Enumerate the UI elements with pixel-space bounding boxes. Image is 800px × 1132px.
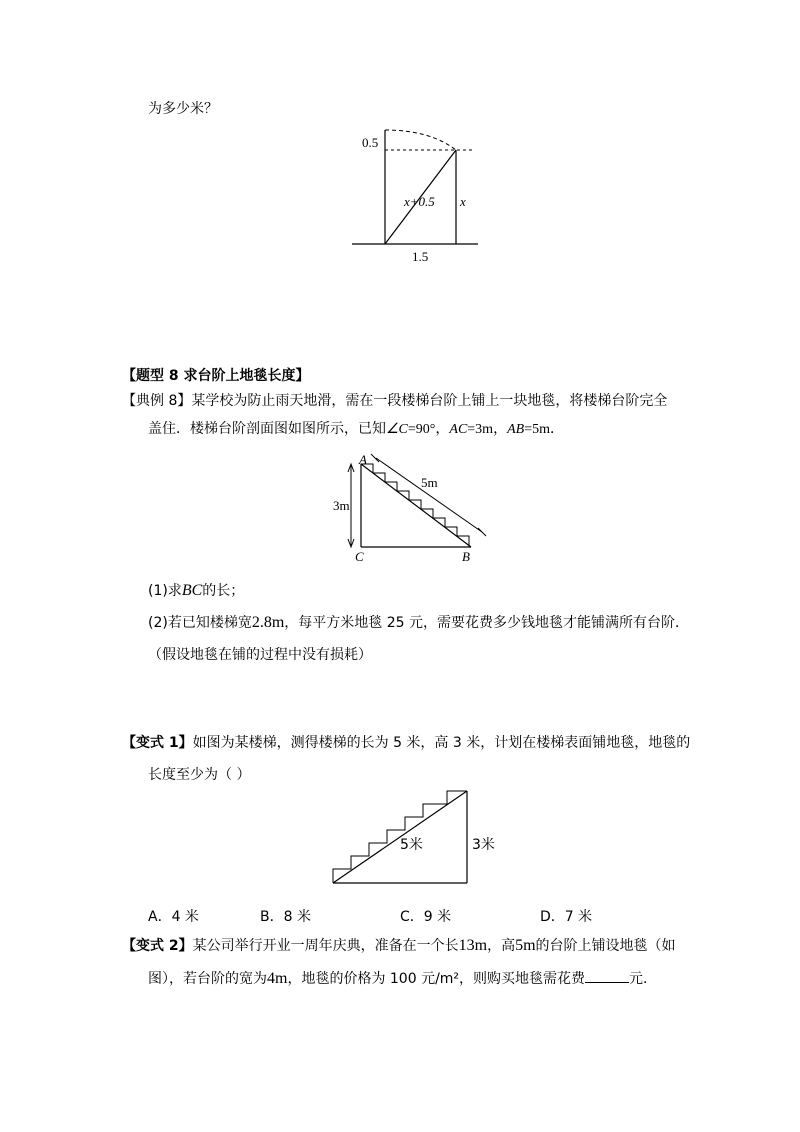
label-5mi: 5米	[400, 837, 423, 853]
option-a[interactable]: A．4 米	[148, 909, 199, 925]
variant2-tag: 【变式 2】	[122, 938, 193, 954]
variant2-text-1c: 的台阶上铺设地毯（如	[535, 938, 676, 954]
example-line-1	[122, 391, 667, 411]
variant2-text-1a: 某公司举行开业一周年庆典，准备在一个长	[192, 938, 459, 954]
label-hyp: x+0.5	[404, 194, 435, 209]
label-3m: 3m	[333, 498, 350, 513]
figure-ladder-wall	[350, 120, 490, 265]
dashed-arc	[385, 130, 456, 150]
ab-value: =5m．	[524, 422, 564, 437]
dim-line-5m	[376, 458, 482, 532]
angle-value: =90°，	[407, 422, 450, 437]
variant2-text-2a: 图），若台阶的宽为	[148, 971, 267, 987]
angle-c: ∠C	[386, 422, 408, 437]
q1-suffix: 的长；	[202, 583, 245, 599]
label-5m: 5m	[421, 475, 438, 490]
example-line-2	[148, 419, 564, 440]
side-ab	[361, 464, 471, 547]
variant1-line-2: 长度至少为（ ）	[148, 767, 251, 783]
variant2-text-2b: ，地毯的价格为 100 元/m²，则购买地毯需花费	[287, 971, 586, 987]
variant2-line-1	[122, 936, 676, 956]
example-tag: 【典例 8】	[122, 393, 192, 409]
label-c: C	[355, 549, 364, 564]
q2-suffix: ，每平方米地毯 25 元，需要花费多少钱地毯才能铺满所有台阶．	[284, 615, 690, 631]
section-title: 【题型 8 求台阶上地毯长度】	[122, 368, 310, 384]
question-1	[148, 581, 244, 601]
option-c[interactable]: C．9 米	[400, 909, 452, 925]
option-d[interactable]: D．7 米	[540, 909, 593, 925]
stair-length: 13m	[458, 937, 488, 954]
ac-value: =3m，	[467, 422, 508, 437]
label-a: A	[359, 452, 367, 467]
q1-prefix: (1)求	[148, 583, 182, 599]
variant1-line-1	[122, 733, 690, 753]
option-b[interactable]: B．8 米	[260, 909, 311, 925]
figure-staircase	[330, 788, 505, 888]
question-2-note: （假设地毯在铺的过程中没有损耗）	[148, 647, 372, 663]
figure-stairs-section	[335, 450, 495, 568]
variant2-text-2c: 元．	[629, 971, 658, 987]
variant1-text-1: 如图为某楼梯，测得楼梯的长为 5 米，高 3 米，计划在楼梯表面铺地毯，地毯的	[192, 735, 691, 751]
question-2	[148, 613, 689, 633]
label-3mi: 3米	[472, 837, 495, 853]
dim-tick-a	[371, 454, 379, 462]
stair-width: 2.8m	[251, 614, 285, 631]
answer-blank[interactable]	[585, 968, 629, 983]
question-fragment: 为多少米？	[148, 101, 218, 117]
variant1-tag: 【变式 1】	[122, 735, 193, 751]
q2-prefix: (2)若已知楼梯宽	[148, 615, 252, 631]
var-ab: AB	[507, 422, 525, 437]
stair-height: 5m	[515, 937, 536, 954]
example-text-1: 某学校为防止雨天地滑，需在一段楼梯台阶上铺上一块地毯，将楼梯台阶完全	[191, 393, 668, 409]
stair-width-4m: 4m	[267, 970, 288, 987]
label-top: 0.5	[362, 135, 379, 150]
var-bc: BC	[181, 582, 203, 599]
dim-tick-b	[478, 528, 486, 536]
label-bottom: 1.5	[412, 249, 429, 264]
label-side: x	[460, 194, 466, 209]
variant2-line-2	[148, 968, 657, 989]
var-ac: AC	[449, 422, 468, 437]
label-b: B	[462, 549, 470, 564]
example-text-2: 盖住．楼梯台阶剖面图如图所示，已知	[148, 421, 386, 437]
variant2-text-1b: ，高	[487, 938, 516, 954]
